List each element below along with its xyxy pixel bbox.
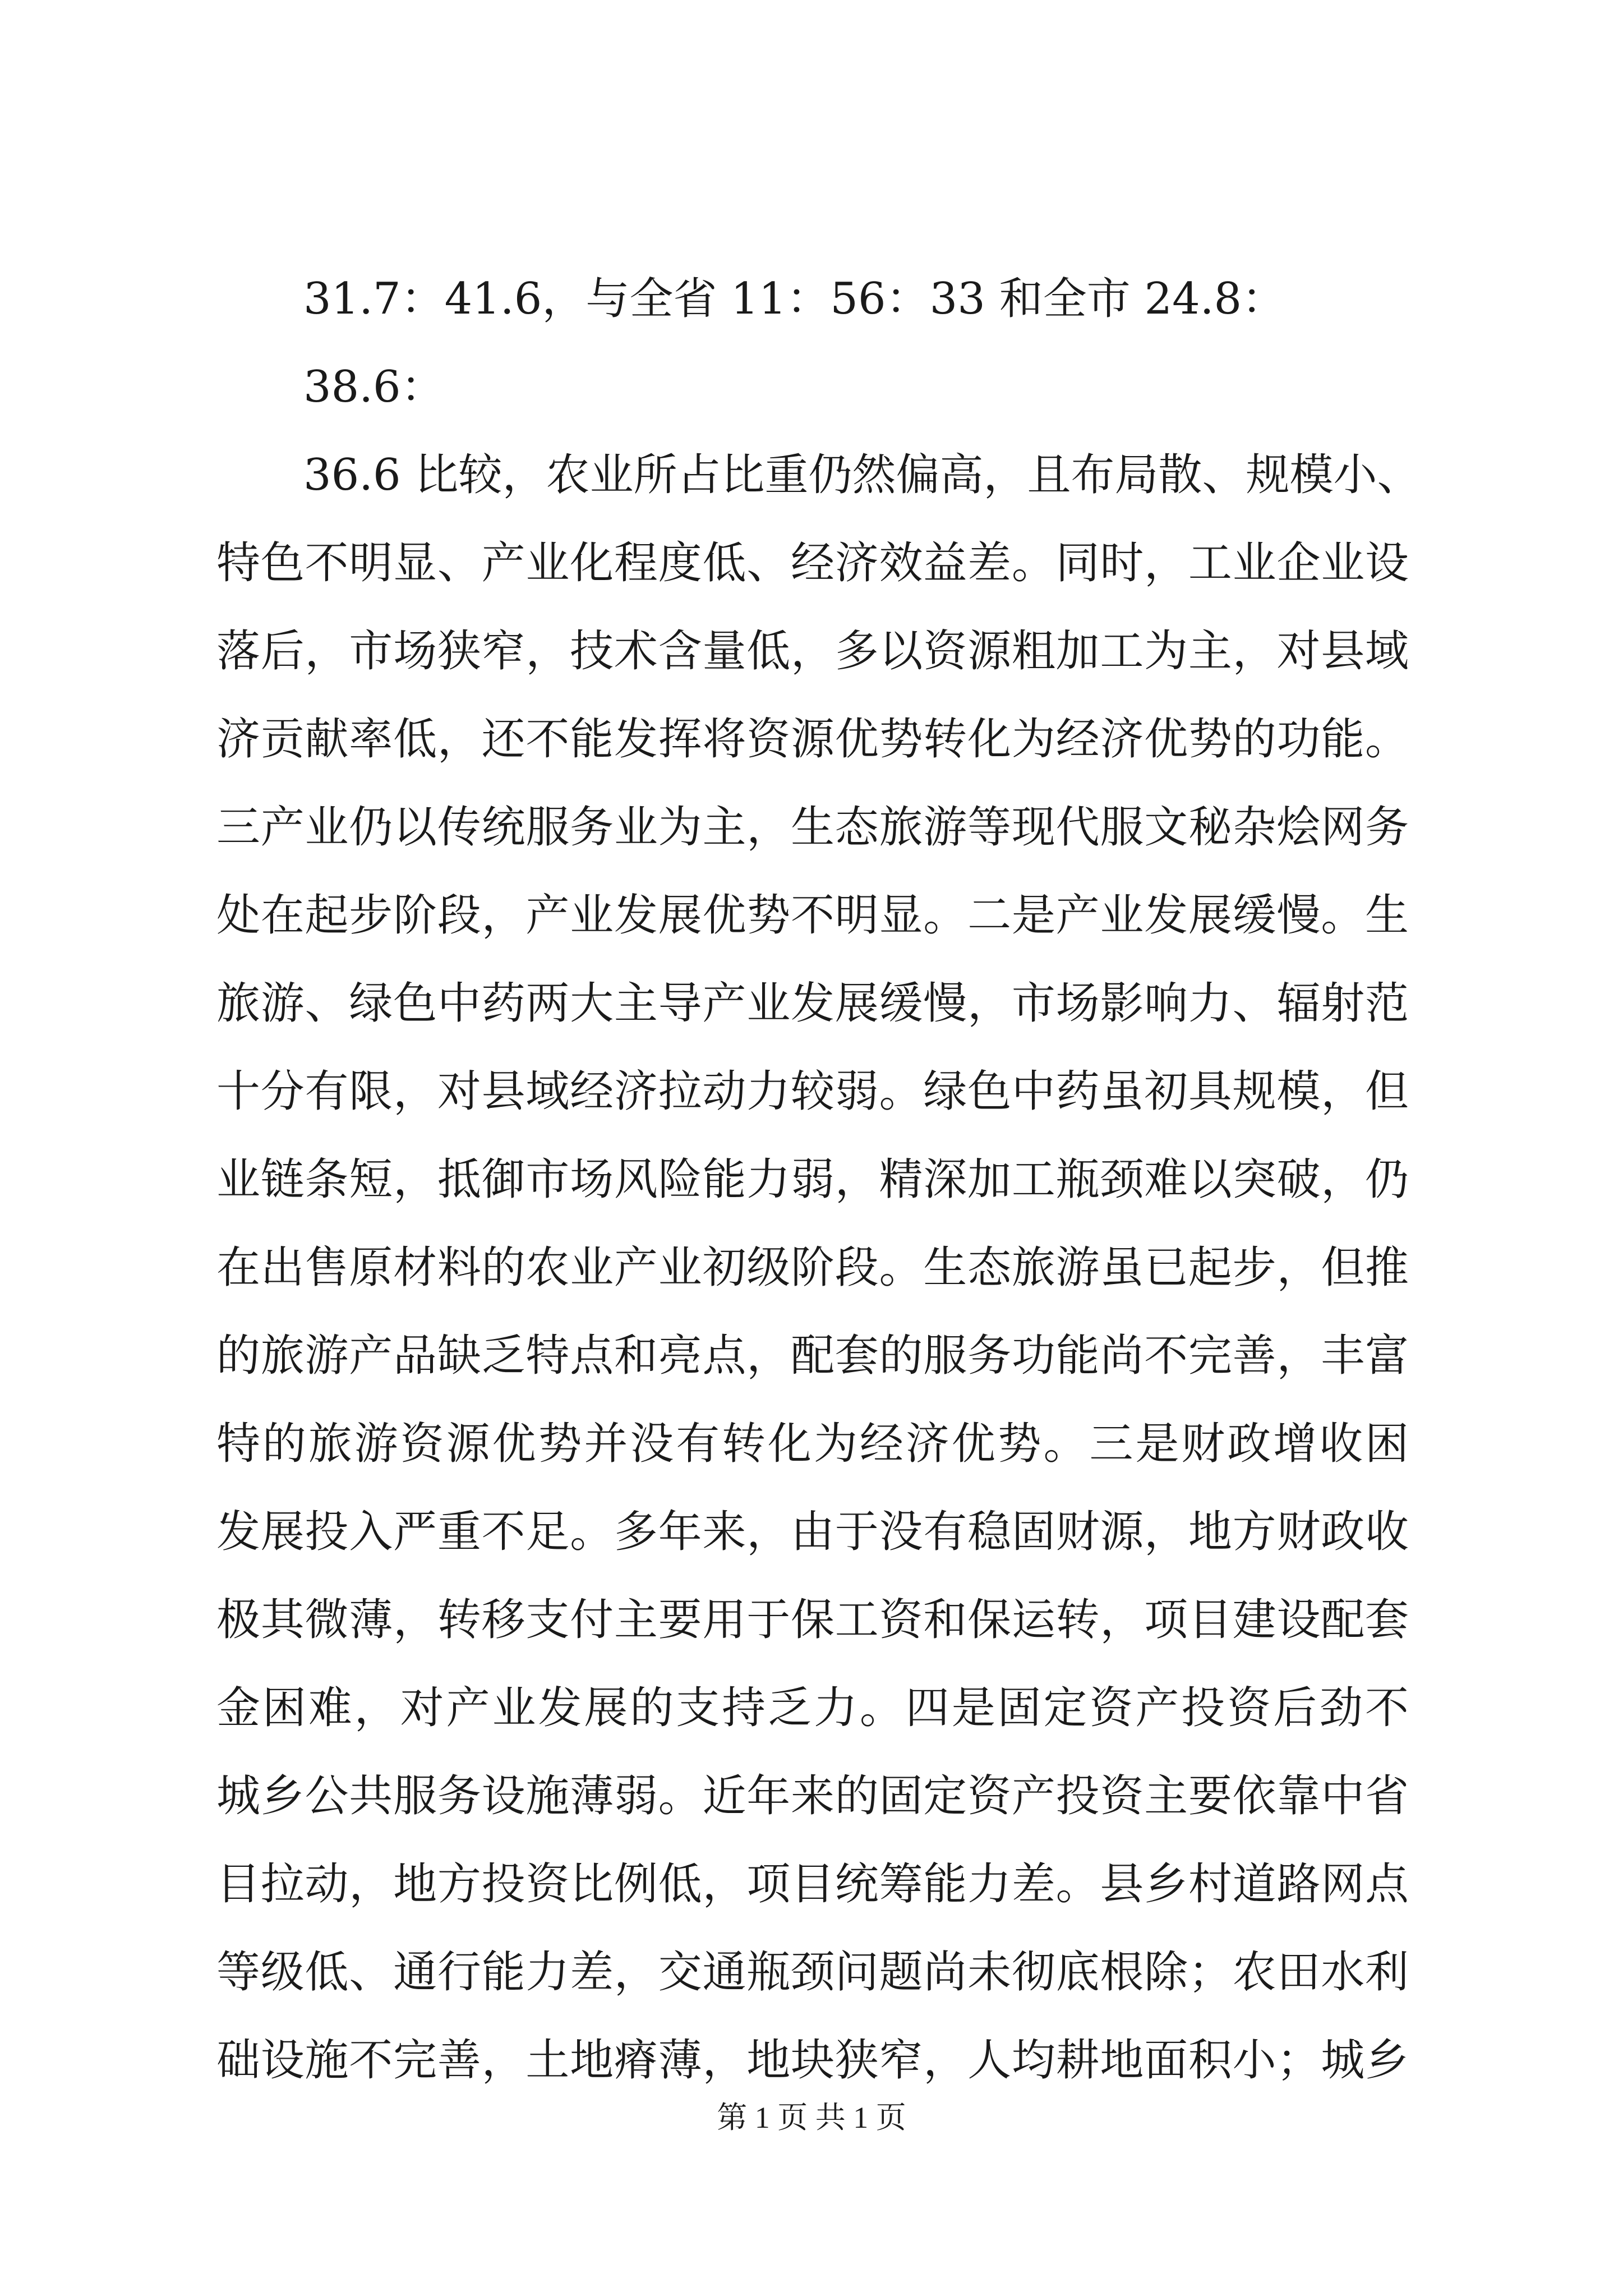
text-line: 目拉动，地方投资比例低，项目统筹能力差。县乡村道路网点 bbox=[216, 1859, 1409, 1910]
text-line: 36.6 比较，农业所占比重仍然偏高，且布局散、规模小、 bbox=[303, 450, 1421, 500]
text-line: 处在起步阶段，产业发展优势不明显。二是产业发展缓慢。生 bbox=[216, 890, 1409, 941]
text-line: 在出售原材料的农业产业初级阶段。生态旅游虽已起步，但推 bbox=[216, 1243, 1409, 1293]
text-line: 础设施不完善，土地瘠薄，地块狭窄，人均耕地面积小；城乡 bbox=[216, 2035, 1409, 2086]
page-number-footer: 第 1 页 共 1 页 bbox=[717, 2101, 906, 2134]
text-line: 旅游、绿色中药两大主导产业发展缓慢，市场影响力、辐射范 bbox=[216, 978, 1409, 1029]
text-line: 落后，市场狭窄，技术含量低，多以资源粗加工为主，对县域 bbox=[216, 626, 1409, 677]
text-line: 特色不明显、产业化程度低、经济效益差。同时，工业企业设 bbox=[216, 538, 1409, 588]
text-line: 特的旅游资源优势并没有转化为经济优势。三是财政增收困 bbox=[216, 1419, 1409, 1469]
text-line: 极其微薄，转移支付主要用于保工资和保运转，项目建设配套 bbox=[216, 1595, 1409, 1645]
text-line: 城乡公共服务设施薄弱。近年来的固定资产投资主要依靠中省 bbox=[216, 1771, 1409, 1821]
text-line: 发展投入严重不足。多年来，由于没有稳固财源，地方财政收 bbox=[216, 1507, 1409, 1557]
text-line: 等级低、通行能力差，交通瓶颈问题尚未彻底根除；农田水利 bbox=[216, 1947, 1409, 1998]
text-line: 十分有限，对县域经济拉动力较弱。绿色中药虽初具规模，但 bbox=[216, 1066, 1409, 1117]
text-line: 31.7：41.6，与全省 11：56：33 和全市 24.8： bbox=[303, 274, 1286, 324]
text-line: 三产业仍以传统服务业为主，生态旅游等现代服文秘杂烩网务 bbox=[216, 802, 1409, 853]
text-line: 的旅游产品缺乏特点和亮点，配套的服务功能尚不完善，丰富 bbox=[216, 1331, 1409, 1381]
text-line: 金困难，对产业发展的支持乏力。四是固定资产投资后劲不 bbox=[216, 1683, 1409, 1733]
text-line: 济贡献率低，还不能发挥将资源优势转化为经济优势的功能。 bbox=[216, 714, 1409, 765]
text-line: 业链条短，抵御市场风险能力弱，精深加工瓶颈难以突破，仍 bbox=[216, 1154, 1409, 1205]
text-line: 38.6： bbox=[303, 362, 445, 412]
